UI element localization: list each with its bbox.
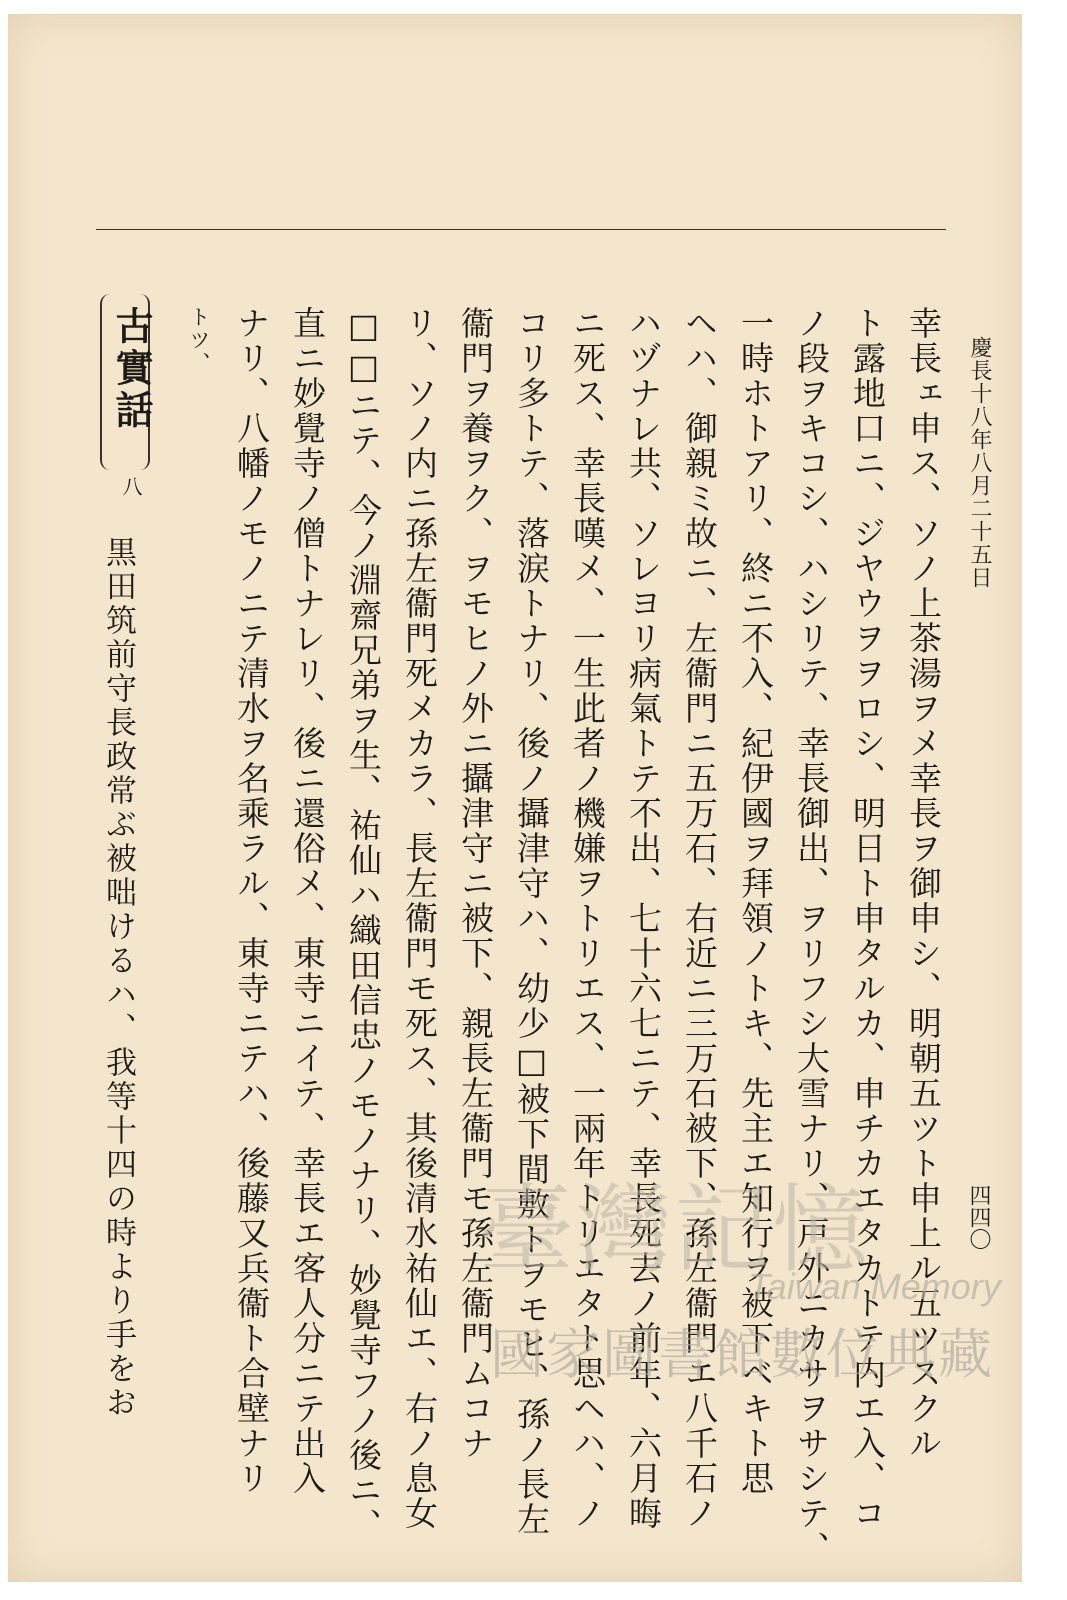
text-column-8: コリ多トテ、落涙トナリ、後ノ攝津守ハ、幼少□被下間敷トヲモヒ、孫ノ長左: [512, 306, 551, 1537]
text-column-10: リ、ソノ内ニ孫左衞門死メカラ、長左衞門モ死ス、其後清水祐仙エ、右ノ息女: [400, 306, 439, 1531]
running-header-date: 慶長十八年八月二十五日: [967, 336, 992, 589]
text-column-1: 幸長ェ申ス、ソノ上茶湯ヲメ幸長ヲ御申シ、明朝五ツト申上ル五ツスクル: [904, 306, 943, 1461]
text-column-13: ナリ、八幡ノモノニテ清水ヲ名乘ラル、東寺ニテハ、後藤又兵衞ト合壁ナリ: [232, 306, 271, 1496]
text-column-3: ノ段ヲキコシ、ハシリテ、幸長御出、ヲリフシ大雪ナリ、戸外ニカサヲサシテ、: [792, 306, 831, 1566]
watermark-brand-cn: 臺灣記憶: [478, 1174, 870, 1286]
text-column-5: ヘハ、御親ミ故ニ、左衞門ニ五万石、右近ニ三万石被下、孫左衞門エ八千石ノ: [680, 306, 719, 1531]
section-number: 八: [119, 476, 143, 496]
watermark-library: 國家圖書館數位典藏: [490, 1323, 994, 1386]
book-page: [8, 14, 1022, 1582]
section-first-line: 黒田筑前守長政常ぶ被咄けるハ、我等十四の時より手をお: [100, 536, 136, 1420]
header-rule: [96, 229, 946, 230]
text-column-11: □□ニテ、今ノ淵齋兄弟ヲ生、祐仙ハ織田信忠ノモノナリ、妙覺寺フノ後ニ、: [344, 306, 383, 1543]
text-column-4: 一時ホトアリ、終ニ不入、紀伊國ヲ拜領ノトキ、先主エ知行ヲ被下ベキト思: [736, 306, 775, 1496]
page-number: 四四〇: [966, 1184, 991, 1250]
text-column-9: 衞門ヲ養ヲク、ヲモヒノ外ニ攝津守ニ被下、親長左衞門モ孫左衞門ムコナ: [456, 306, 495, 1461]
watermark: [478, 1154, 1001, 1454]
watermark-brand-en: Taiwan Memory: [748, 1266, 1001, 1307]
section-title: 古實話: [109, 306, 154, 432]
text-column-2: ト露地口ニ、ジヤウヲヲロシ、明日ト申タルカ、申チカエタカトテ内エ入、コ: [848, 306, 887, 1531]
text-column-7: ニ死ス、幸長嘆メ、一生此者ノ機嫌ヲトリエス、一兩年トリエタト思ヘハ、ノ: [568, 306, 607, 1531]
text-column-14: トツ、: [187, 306, 211, 375]
text-column-12: 直ニ妙覺寺ノ僧トナレリ、後ニ還俗メ、東寺ニイテ、幸長エ客人分ニテ出入: [288, 306, 327, 1496]
text-column-6: ハヅナレ共、ソレヨリ病氣トテ不出、七十六七ニテ、幸長死去ノ前年、六月晦: [624, 306, 663, 1531]
